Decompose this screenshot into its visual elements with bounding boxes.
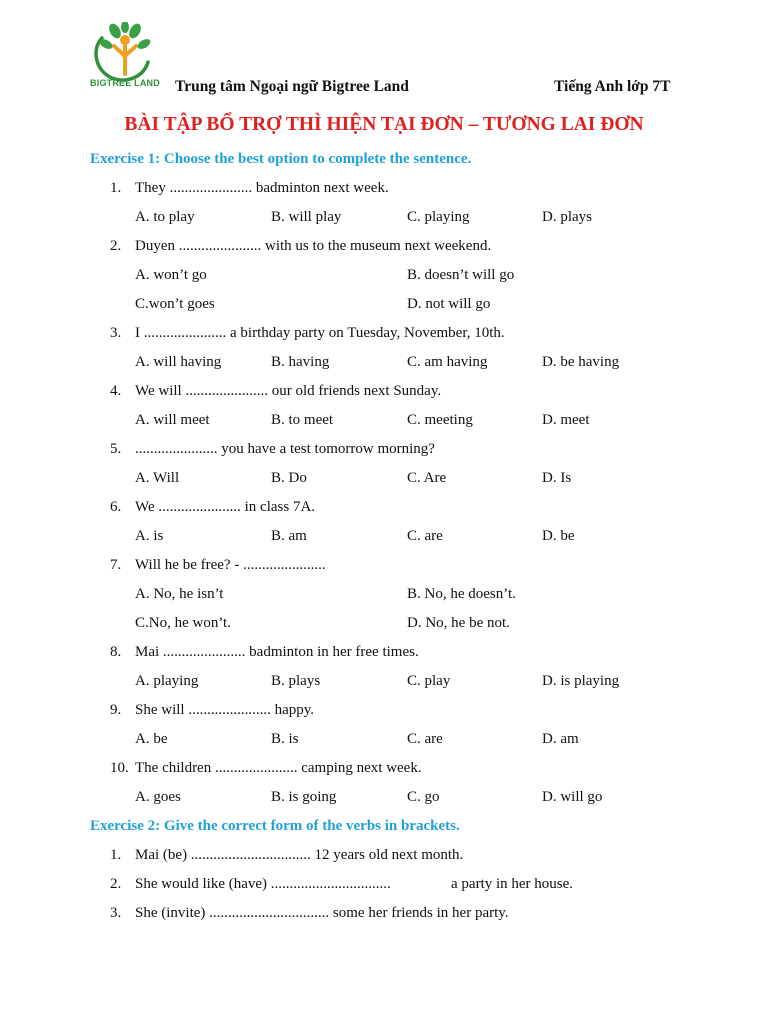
question-2 [110,238,491,255]
question-9 [110,702,314,719]
question-1 [110,180,389,197]
question-text: She will ...................... happy. [135,702,315,718]
question-7-option-a: A. No, he isn’t [135,586,224,602]
question-4-option-b: B. to meet [271,412,334,428]
question-4 [110,383,441,400]
question-9-option-c: C. are [407,731,443,747]
question-9-option-d: D. am [542,731,579,747]
question-text: The children ...................... camping next week. [135,760,422,776]
question-text: Mai ...................... badminton in her free times. [135,644,419,660]
question-10 [110,760,422,777]
question-10-option-b: B. is going [271,789,337,805]
item-number: 3. [110,905,122,921]
question-5-option-a: A. Will [135,470,180,486]
question-7-option-b: B. No, he doesn’t. [407,586,516,602]
question-10-option-a: A. goes [135,789,181,805]
question-3-option-c: C. am having [407,354,488,370]
question-9-option-b: B. is [271,731,299,747]
question-number: 8. [110,644,122,660]
question-8-option-b: B. plays [271,673,321,689]
question-1-option-d: D. plays [542,209,592,225]
center-name: Trung tâm Ngoại ngữ Bigtree Land [175,78,409,95]
question-8-option-a: A. playing [135,673,199,689]
question-2-option-a: A. won’t go [135,267,207,283]
question-10-option-c: C. go [407,789,440,805]
question-6-option-d: D. be [542,528,575,544]
question-2-option-c: C.won’t goes [135,296,215,312]
question-number: 1. [110,180,122,196]
grade-label: Tiếng Anh lớp 7T [554,78,671,95]
question-1-option-a: A. to play [135,209,195,225]
question-number: 4. [110,383,122,399]
question-8 [110,644,419,661]
document-title: BÀI TẬP BỔ TRỢ THÌ HIỆN TẠI ĐƠN – TƯƠNG LAI ĐƠN [124,114,644,135]
item-text: She would like (have) ................................ [135,876,391,892]
question-6 [110,499,315,516]
question-5-option-d: D. Is [542,470,572,486]
question-text: They ...................... badminton next week. [135,180,389,196]
question-5-option-c: C. Are [407,470,447,486]
question-number: 10. [110,760,129,776]
question-10-option-d: D. will go [542,789,603,805]
question-5-option-b: B. Do [271,470,307,486]
item-number: 2. [110,876,122,892]
question-3 [110,325,505,342]
question-3-option-d: D. be having [542,354,620,370]
question-1-option-c: C. playing [407,209,470,225]
question-8-option-d: D. is playing [542,673,620,689]
exercise-2-item-2-tail: a party in her house. [451,876,574,892]
question-1-option-b: B. will play [271,209,342,225]
question-text: I ...................... a birthday party on Tuesday, November, 10th. [135,325,505,341]
item-number: 1. [110,847,122,863]
question-number: 7. [110,557,122,573]
question-2-option-d: D. not will go [407,296,491,312]
question-7 [110,557,326,574]
question-5 [110,441,435,458]
bigtree-logo-icon [88,22,158,84]
question-7-option-d: D. No, he be not. [407,615,510,631]
question-4-option-d: D. meet [542,412,590,428]
question-3-option-b: B. having [271,354,330,370]
question-6-option-c: C. are [407,528,443,544]
question-7-option-c: C.No, he won’t. [135,615,231,631]
exercise-1-title: Exercise 1: Choose the best option to complete the sentence. [90,151,472,167]
question-4-option-a: A. will meet [135,412,210,428]
question-4-option-c: C. meeting [407,412,473,428]
question-8-option-c: C. play [407,673,451,689]
question-number: 2. [110,238,122,254]
exercise-2-title: Exercise 2: Give the correct form of the verbs in brackets. [90,818,460,834]
item-text: She (invite) ................................ some her friends in her party. [135,905,509,921]
question-3-option-a: A. will having [135,354,222,370]
item-text: Mai (be) ................................ 12 years old next month. [135,847,464,863]
question-text: Will he be free? - ...................... [135,557,326,573]
question-number: 5. [110,441,122,457]
exercise-2-item-2 [110,876,391,893]
question-2-option-b: B. doesn’t will go [407,267,515,283]
question-number: 9. [110,702,122,718]
question-text: We will ...................... our old friends next Sunday. [135,383,442,399]
question-text: Duyen ...................... with us to the museum next weekend. [135,238,492,254]
question-text: ...................... you have a test tomorrow morning? [135,441,435,457]
logo-text: BIGTREE LAND [90,78,160,88]
exercise-2-item-3 [110,905,509,922]
question-text: We ...................... in class 7A. [135,499,316,515]
question-6-option-a: A. is [135,528,164,544]
exercise-2-item-1 [110,847,463,864]
question-number: 3. [110,325,122,341]
question-6-option-b: B. am [271,528,307,544]
question-9-option-a: A. be [135,731,168,747]
question-number: 6. [110,499,122,515]
